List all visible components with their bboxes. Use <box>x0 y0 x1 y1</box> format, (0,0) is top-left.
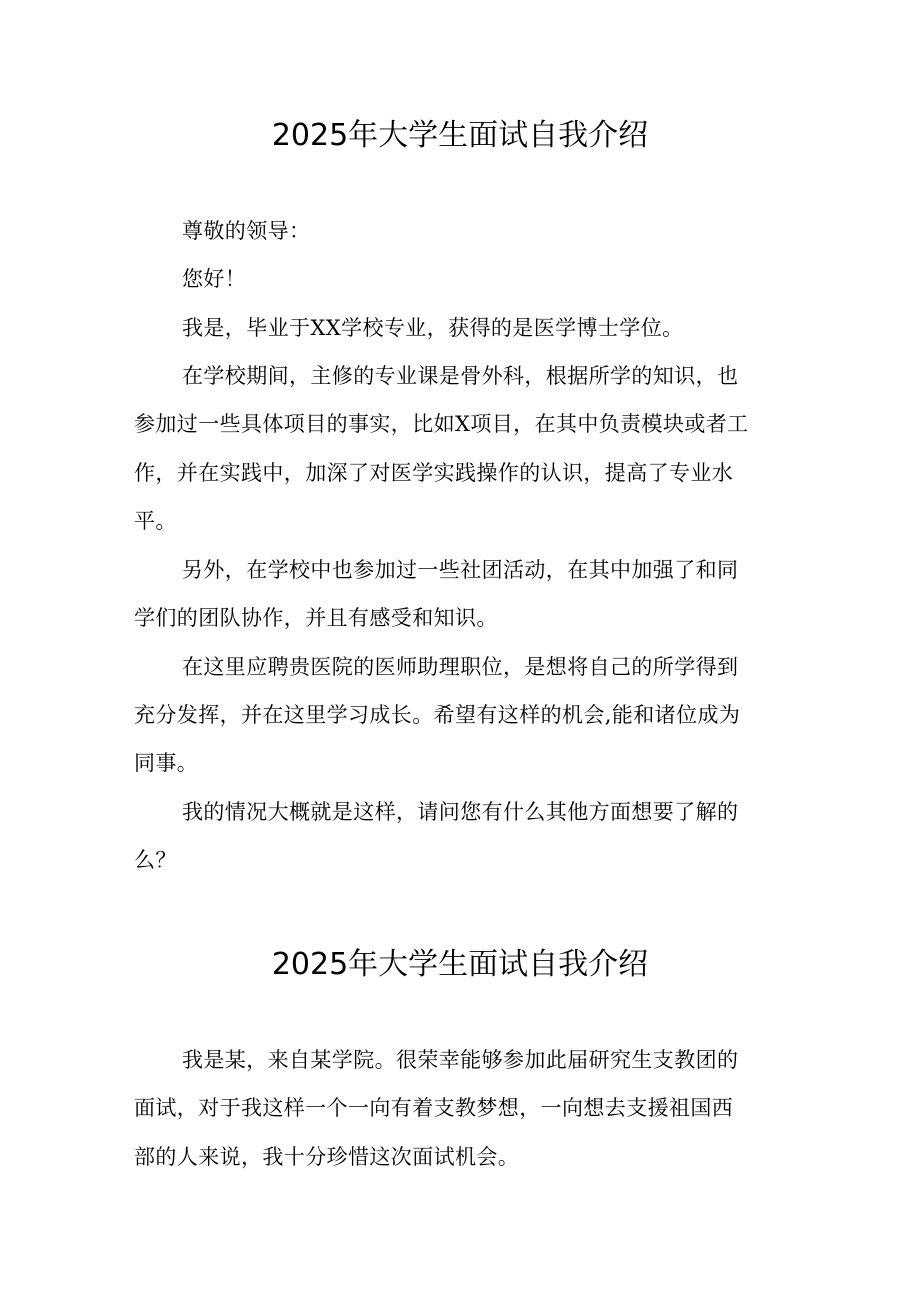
salutation: 您好！ <box>182 267 247 291</box>
greeting: 尊敬的领导： <box>182 219 311 243</box>
document-title: 2025年大学生面试自我介绍 <box>271 118 649 153</box>
paragraph-line: 我的情况大概就是这样，请问您有什么其他方面想要了解的 <box>182 800 739 824</box>
paragraph-line: 我是某，来自某学院。很荣幸能够参加此届研究生支教团的 <box>182 1048 739 1072</box>
paragraph-line: 作，并在实践中，加深了对医学实践操作的认识，提高了专业水 <box>134 461 734 485</box>
paragraph-line: 在学校期间，主修的专业课是骨外科，根据所学的知识，也 <box>182 364 739 388</box>
paragraph-line: 平。 <box>134 509 177 533</box>
paragraph-line: 面试，对于我这样一个一向有着支教梦想，一向想去支援祖国西 <box>134 1096 734 1120</box>
paragraph-line: 我是，毕业于XX学校专业，获得的是医学博士学位。 <box>182 316 684 340</box>
paragraph-line: 部的人来说，我十分珍惜这次面试机会。 <box>134 1145 520 1169</box>
paragraph-line: 参加过一些具体项目的事实，比如X项目，在其中负责模块或者工 <box>134 412 749 436</box>
paragraph-line: 学们的团队协作，并且有感受和知识。 <box>134 606 498 630</box>
paragraph-line: 在这里应聘贵医院的医师助理职位，是想将自己的所学得到 <box>182 655 739 679</box>
paragraph-line: 同事。 <box>134 751 199 775</box>
paragraph-line: 么？ <box>134 848 177 872</box>
paragraph-line: 充分发挥，并在这里学习成长。希望有这样的机会,能和诸位成为 <box>134 703 741 727</box>
paragraph-line: 另外，在学校中也参加过一些社团活动，在其中加强了和同 <box>182 558 739 582</box>
document-title: 2025年大学生面试自我介绍 <box>271 947 649 982</box>
